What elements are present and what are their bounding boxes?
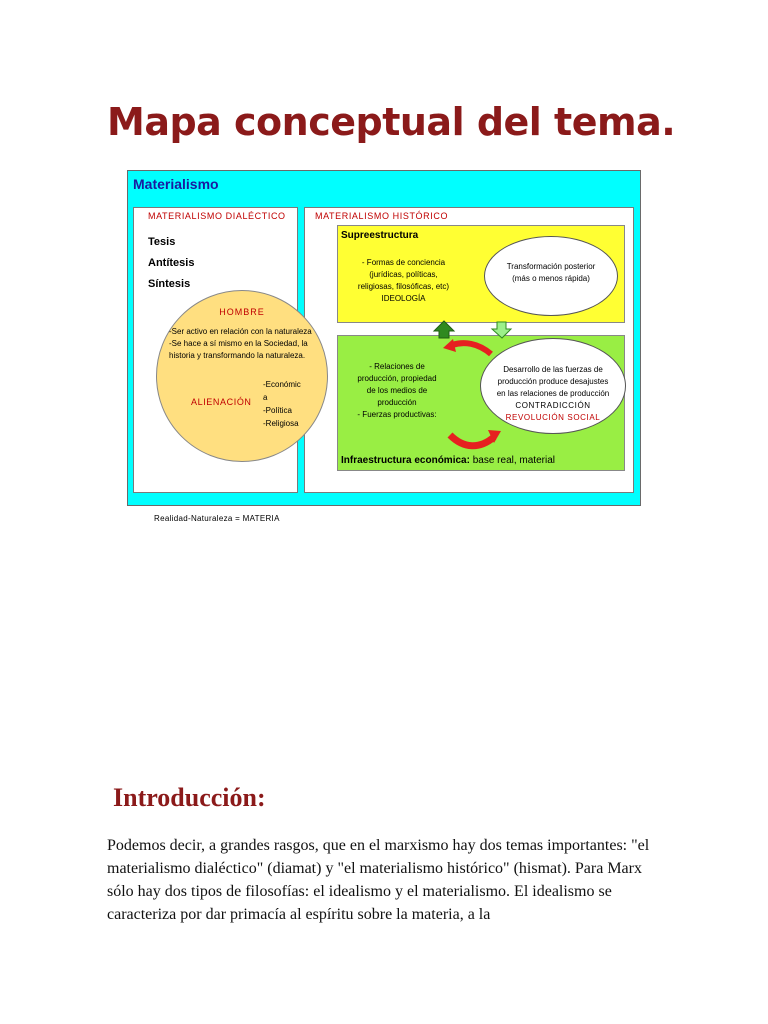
supraestructura-box xyxy=(337,225,625,323)
desarrollo-line: en las relaciones de producción xyxy=(496,389,610,398)
term-antitesis: Antítesis xyxy=(148,257,195,269)
intro-paragraph: Podemos decir, a grandes rasgos, que en el marxismo hay dos temas importantes: "el materialismo dialéctico" (diamat) y "el materialismo histórico" (hismat). Para Marx sólo hay dos tipos de filosofías: el idealismo y el materialismo. El idealismo se caracteriza por dar primacía al espíritu sobre la materia, a la xyxy=(107,837,650,923)
hombre-circle xyxy=(156,290,328,462)
infraestructura-box xyxy=(337,335,625,471)
dialectical-label: MATERIALISMO DIALÉCTICO xyxy=(148,211,286,221)
contradiccion-label: CONTRADICCIÓN xyxy=(515,401,591,410)
intro-heading: Introducción: xyxy=(113,783,266,812)
supra-line: IDEOLOGÍA xyxy=(381,294,426,303)
infra-line: producción xyxy=(377,398,417,407)
alienacion-item: -Económic xyxy=(263,380,301,389)
hombre-line: historia y transformando la naturaleza. xyxy=(169,351,306,360)
transformacion-circle xyxy=(484,236,618,316)
hombre-line: -Se hace a sí mismo en la Sociedad, la xyxy=(169,339,308,348)
transf-line: Transformación posterior xyxy=(506,262,596,271)
alienacion-item: -Religiosa xyxy=(263,419,299,428)
supra-line: - Formas de conciencia xyxy=(361,258,446,267)
term-sintesis: Síntesis xyxy=(148,278,191,290)
desarrollo-circle xyxy=(480,338,626,434)
alienacion-label: ALIENACIÓN xyxy=(191,397,252,407)
transformacion-text xyxy=(485,261,617,285)
infra-line: - Fuerzas productivas: xyxy=(357,410,437,419)
hombre-line: -Ser activo en relación con la naturaleza xyxy=(169,327,312,336)
historical-label: MATERIALISMO HISTÓRICO xyxy=(315,211,449,221)
alienacion-item: -Política xyxy=(263,406,292,415)
desarrollo-line: Desarrollo de las fuerzas de xyxy=(503,365,603,374)
desarrollo-text xyxy=(481,364,625,424)
alienacion-items xyxy=(263,378,301,430)
infra-title-rest: base real, material xyxy=(469,455,555,466)
diagram-title: Materialismo xyxy=(133,176,219,192)
page-title: Mapa conceptual del tema. xyxy=(107,100,676,144)
infraestructura-title xyxy=(341,455,555,466)
supra-line: religiosas, filosóficas, etc) xyxy=(357,282,450,291)
term-tesis: Tesis xyxy=(148,236,176,248)
transf-line: (más o menos rápida) xyxy=(512,274,590,283)
supraestructura-description xyxy=(338,257,469,305)
infra-line: de los medios de xyxy=(366,386,428,395)
revolucion-label: REVOLUCIÓN SOCIAL xyxy=(505,413,601,422)
supraestructura-title: Supreestructura xyxy=(341,230,419,241)
alienacion-item: a xyxy=(263,393,268,402)
infra-title-bold: Infraestructura económica: xyxy=(341,455,470,466)
materia-footer: Realidad-Naturaleza = MATERIA xyxy=(154,514,280,523)
infra-line: - Relaciones de xyxy=(369,362,425,371)
hombre-description xyxy=(169,326,329,362)
concept-map xyxy=(127,170,641,523)
supra-line: (jurídicas, políticas, xyxy=(369,270,438,279)
infraestructura-description xyxy=(338,361,456,421)
desarrollo-line: producción produce desajustes xyxy=(497,377,609,386)
hombre-title: HOMBRE xyxy=(219,307,265,317)
infra-line: producción, propiedad xyxy=(357,374,437,383)
